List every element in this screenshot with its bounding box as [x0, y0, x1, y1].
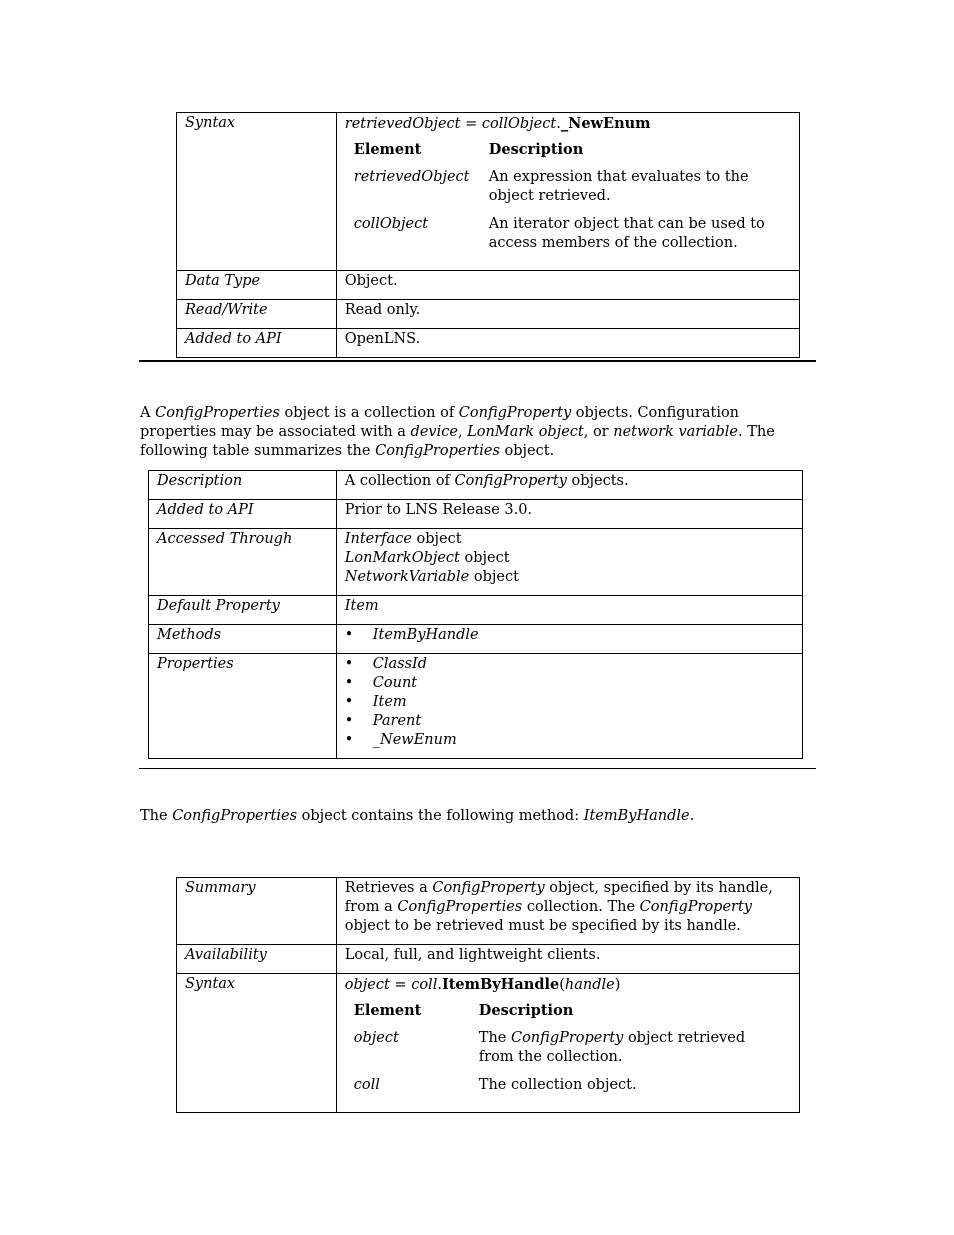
methods-list — [345, 626, 794, 645]
availability-value: Local, full, and lightweight clients. — [336, 945, 799, 974]
list-item: • Item — [345, 693, 794, 712]
list-item: LonMarkObject object — [344, 550, 510, 566]
added-to-api-label: Added to API — [149, 500, 337, 529]
list-item: Interface object — [344, 531, 462, 547]
intro-paragraph: A ConfigProperties object is a collection of ConfigProperty objects. Configuration properties may be associated with a device, LonMark object, or network variable. The following table summarizes the ConfigProperties object. — [140, 405, 775, 459]
table-row — [149, 654, 803, 759]
list-item: NetworkVariable object — [344, 569, 519, 585]
list-item: • Count — [345, 674, 794, 693]
table-row — [346, 215, 777, 262]
element-header: Element — [353, 141, 422, 158]
read-write-value: Read only. — [336, 300, 799, 329]
added-to-api-value: Prior to LNS Release 3.0. — [336, 500, 802, 529]
element-name: collObject — [353, 216, 429, 232]
table-row — [149, 529, 803, 596]
element-name: object — [353, 1030, 399, 1046]
syntax-label: Syntax — [177, 113, 337, 271]
table-row — [177, 271, 800, 300]
default-property-value: Item — [344, 598, 379, 614]
summary-value: Retrieves a ConfigProperty object, specified by its handle, from a ConfigProperties collection. The ConfigProperty object to be retrieved must be specified by its handle. — [336, 878, 799, 945]
table-row — [346, 1029, 762, 1076]
availability-label: Availability — [177, 945, 337, 974]
table-row — [149, 596, 803, 625]
description-header: Description — [478, 1002, 574, 1019]
data-type-value: Object. — [336, 271, 799, 300]
table-row — [149, 500, 803, 529]
table-row — [177, 329, 800, 358]
syntax-member: _NewEnum — [560, 115, 651, 132]
list-item: • _NewEnum — [345, 731, 794, 750]
methods-paragraph: The ConfigProperties object contains the following method: ItemByHandle. — [140, 808, 695, 824]
table-row — [149, 471, 803, 500]
table-row — [177, 974, 800, 1113]
description-header: Description — [488, 141, 584, 158]
syntax-line — [345, 114, 791, 134]
syntax-line: object = coll.ItemByHandle(handle) — [344, 976, 621, 993]
data-type-label: Data Type — [177, 271, 337, 300]
default-property-label: Default Property — [149, 596, 337, 625]
list-item: • ItemByHandle — [345, 626, 794, 645]
properties-list — [345, 655, 794, 750]
syntax-label: Syntax — [177, 974, 337, 1113]
table-row — [177, 878, 800, 945]
added-to-api-value: OpenLNS. — [336, 329, 799, 358]
syntax-cell — [336, 113, 799, 271]
element-header: Element — [353, 1002, 422, 1019]
description-value: A collection of ConfigProperty objects. — [336, 471, 802, 500]
description-label: Description — [149, 471, 337, 500]
syntax-eq: = — [460, 116, 482, 132]
added-to-api-label: Added to API — [177, 329, 337, 358]
section-divider — [139, 360, 816, 362]
list-item: • ClassId — [345, 655, 794, 674]
summary-label: Summary — [177, 878, 337, 945]
syntax-lhs: retrievedObject — [344, 116, 461, 132]
syntax-elements-table — [346, 140, 777, 262]
section-divider — [139, 768, 816, 769]
element-name: retrievedObject — [353, 169, 470, 185]
element-description: An iterator object that can be used to access members of the collection. — [488, 216, 765, 251]
element-description: The ConfigProperty object retrieved from the collection. — [478, 1030, 746, 1065]
syntax-dot: . — [556, 116, 561, 132]
syntax-cell — [336, 974, 799, 1113]
element-description: An expression that evaluates to the object retrieved. — [488, 169, 749, 204]
table-row — [346, 168, 777, 215]
properties-label: Properties — [149, 654, 337, 759]
syntax-obj: collObject — [481, 116, 557, 132]
accessed-through-value — [336, 529, 802, 596]
methods-label: Methods — [149, 625, 337, 654]
accessed-through-label: Accessed Through — [149, 529, 337, 596]
table-row — [149, 625, 803, 654]
table-row — [346, 1076, 762, 1104]
itembyhandle-method-table — [176, 877, 800, 1113]
read-write-label: Read/Write — [177, 300, 337, 329]
list-item: • Parent — [345, 712, 794, 731]
newenum-property-table — [176, 112, 800, 358]
element-name: coll — [353, 1077, 380, 1093]
syntax-elements-table — [346, 1001, 762, 1104]
element-description: The collection object. — [478, 1077, 637, 1093]
configproperties-summary-table — [148, 470, 803, 759]
table-row — [177, 300, 800, 329]
table-row — [177, 945, 800, 974]
